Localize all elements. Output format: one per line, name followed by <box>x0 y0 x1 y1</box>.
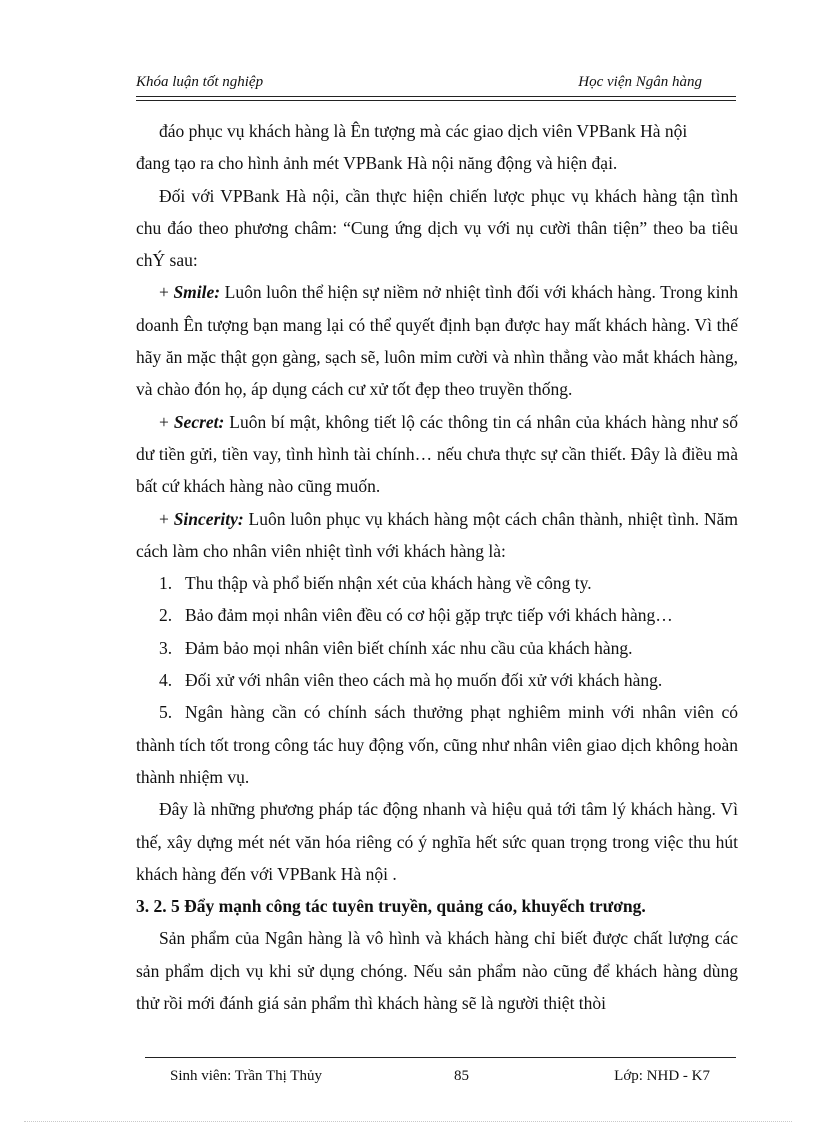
paragraph-strategy: Đối với VPBank Hà nội, cần thực hiện chiến lược phục vụ khách hàng tận tình chu đáo theo phương châm: “Cung ứng dịch vụ với nụ cười thân tiện” theo ba tiêu chÝ sau: <box>136 185 738 271</box>
paragraph-secret <box>136 406 738 503</box>
paragraph-intro <box>136 115 738 180</box>
list-item-number: 3. <box>159 637 173 658</box>
paragraph-conclusion: Đây là những phương pháp tác động nhanh và hiệu quả tới tâm lý khách hàng. Vì thế, xây dựng mét nét văn hóa riêng có ý nghĩa hết sức quan trọng trong việc thu hút khách hàng đến với VPBank Hà nội . <box>136 799 738 884</box>
page-number: 85 <box>454 1068 469 1084</box>
page-body <box>136 115 738 1019</box>
paragraph-sincerity <box>136 503 738 568</box>
intro-line-2: đang tạo ra cho hình ảnh mét VPBank Hà nội năng động và hiện đại. <box>136 153 618 174</box>
page-bottom-edge <box>24 1121 792 1122</box>
term-sincerity: Sincerity: <box>173 508 244 529</box>
bullet-plus: + <box>159 282 174 303</box>
secret-text: Luôn bí mật, không tiết lộ các thông tin cá nhân của khách hàng như số dư tiền gửi, tiền vay, tình hình tài chính… nếu chưa thực sự cần thiết. Đây là điều mà bất cứ khách hàng nào cũng muốn. <box>136 411 738 497</box>
list-item-number: 2. <box>159 605 173 626</box>
section-heading: 3. 2. 5 Đẩy mạnh công tác tuyên truyền, quảng cáo, khuyếch trương. <box>136 896 646 917</box>
smile-text: Luôn luôn thể hiện sự niềm nở nhiệt tình đối với khách hàng. Trong kinh doanh Ên tượng bạn mang lại có thể quyết định bạn được hay mất khách hàng. Vì thế hãy ăn mặc thật gọn gàng, sạch sẽ, luôn mỉm cười và nhìn thẳng vào mắt khách hàng, và chào đón họ, áp dụng cách cư xử tốt đẹp theo truyền thống. <box>136 282 738 400</box>
list-item-text: Đối xử với nhân viên theo cách mà họ muốn đối xử với khách hàng. <box>185 670 663 691</box>
list-item-number: 1. <box>159 573 173 594</box>
list-item-number: 5. <box>159 702 173 723</box>
term-smile: Smile: <box>173 282 221 303</box>
bullet-plus: + <box>159 508 174 529</box>
list-item-text: Đảm bảo mọi nhân viên biết chính xác nhu cầu của khách hàng. <box>185 637 633 658</box>
list-item-text: Ngân hàng cần có chính sách thưởng phạt nghiêm minh với nhân viên có thành tích tốt trong công tác huy động vốn, cũng như nhân viên giao dịch không hoàn thành nhiệm vụ. <box>136 702 738 787</box>
term-secret: Secret: <box>173 411 225 432</box>
list-item <box>136 696 738 793</box>
header-thesis-label: Khóa luận tốt nghiệp <box>136 74 264 90</box>
list-item <box>136 632 738 664</box>
footer-class: Lớp: NHD - K7 <box>614 1068 710 1084</box>
header-rule-thin <box>136 100 736 101</box>
sincerity-text: Luôn luôn phục vụ khách hàng một cách chân thành, nhiệt tình. Năm cách làm cho nhân viên nhiệt tình với khách hàng là: <box>136 508 738 561</box>
intro-line-1: đáo phục vụ khách hàng là Ên tượng mà các giao dịch viên VPBank Hà nội <box>159 121 688 141</box>
header-rule <box>136 96 736 97</box>
list-item-text: Thu thập và phổ biến nhận xét của khách hàng về công ty. <box>185 573 592 594</box>
list-item-number: 4. <box>159 670 173 691</box>
footer-rule <box>145 1057 736 1058</box>
list-item <box>136 664 738 696</box>
footer-student-name: Sinh viên: Trần Thị Thủy <box>170 1068 322 1084</box>
list-item-text: Bảo đảm mọi nhân viên đều có cơ hội gặp trực tiếp với khách hàng… <box>185 605 673 626</box>
paragraph-advertising: Sản phẩm của Ngân hàng là vô hình và khách hàng chỉ biết được chất lượng các sản phẩm dịch vụ khi sử dụng chóng. Nếu sản phẩm nào cũng để khách hàng dùng thử rồi mới đánh giá sản phẩm thì khách hàng sẽ là người thiệt thòi <box>136 928 738 1014</box>
header-institution-label: Học viện Ngân hàng <box>578 74 702 90</box>
list-item <box>136 567 738 599</box>
bullet-plus: + <box>159 411 174 432</box>
list-item <box>136 599 738 631</box>
paragraph-smile <box>136 276 738 405</box>
